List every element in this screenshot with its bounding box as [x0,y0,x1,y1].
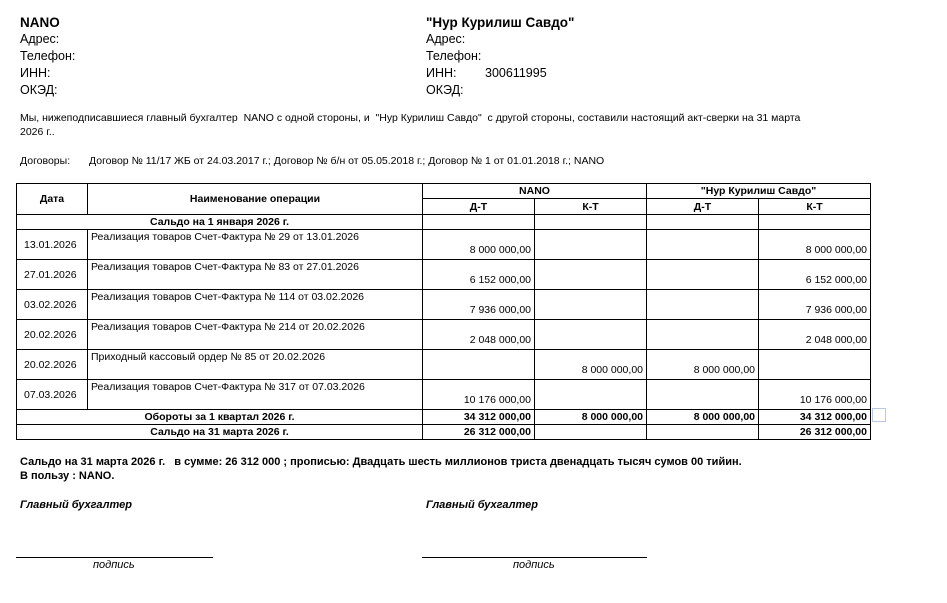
header-date: Дата [17,184,88,215]
row-operation: Реализация товаров Счет-Фактура № 317 от 07.03.2026 [88,380,423,410]
turnover-b-dt: 8 000 000,00 [647,410,759,425]
header-right-kt: К-Т [759,199,871,215]
row-date: 07.03.2026 [17,380,88,410]
turnover-a-kt: 8 000 000,00 [535,410,647,425]
row-a-kt: 8 000 000,00 [535,350,647,380]
header-left-dt: Д-Т [423,199,535,215]
signature-line-left [16,557,213,558]
row-date: 03.02.2026 [17,290,88,320]
signature-caption-right: подпись [513,559,555,571]
row-b-kt [759,350,871,380]
row-date: 13.01.2026 [17,230,88,260]
table-row [17,230,871,260]
sign-right-title: Главный бухгалтер [426,499,538,511]
row-a-kt [535,260,647,290]
row-date: 27.01.2026 [17,260,88,290]
contracts-row [20,154,604,168]
row-a-dt: 2 048 000,00 [423,320,535,350]
signature-line-right [422,557,647,558]
table-row [17,320,871,350]
turnover-b-kt: 34 312 000,00 [759,410,871,425]
opening-b-dt [647,215,759,230]
row-b-dt [647,290,759,320]
left-party-name: NANO [20,15,60,30]
row-operation: Приходный кассовый ордер № 85 от 20.02.2026 [88,350,423,380]
summary-line-1: Сальдо на 31 марта 2026 г. в сумме: 26 312 000 ; прописью: Двадцать шесть миллионов триста двенадцать тысяч сумов 00 тийин. [20,456,742,468]
header-group-left: NANO [423,184,647,199]
left-okud-label: ОКЭД: [20,83,58,97]
right-inn-value: 300611995 [485,66,547,80]
closing-a-dt: 26 312 000,00 [423,425,535,440]
opening-a-dt [423,215,535,230]
summary-block [20,455,742,483]
sign-left-title: Главный бухгалтер [20,499,132,511]
left-inn-label: ИНН: [20,66,51,80]
contracts-label: Договоры: [20,155,71,167]
turnover-row [17,410,871,425]
closing-label: Сальдо на 31 марта 2026 г. [17,425,423,440]
reconciliation-table [16,183,871,440]
row-operation: Реализация товаров Счет-Фактура № 29 от 13.01.2026 [88,230,423,260]
opening-b-kt [759,215,871,230]
summary-line-2: В пользу : NANO. [20,470,115,482]
row-date: 20.02.2026 [17,320,88,350]
row-b-dt [647,320,759,350]
row-a-kt [535,290,647,320]
table-row [17,350,871,380]
table-row [17,290,871,320]
right-party-block [426,14,574,99]
intro-line-2: 2026 г.. [20,126,55,138]
cell-selection-marker[interactable] [872,408,886,422]
header-operation: Наименование операции [88,184,423,215]
row-a-kt [535,380,647,410]
right-inn-label: ИНН: [426,66,457,80]
left-address-label: Адрес: [20,32,60,46]
contracts-value: Договор № 11/17 ЖБ от 24.03.2017 г.; Договор № б/н от 05.05.2018 г.; Договор № 1 от 01.01.2018 г.; NANO [89,155,605,167]
row-a-kt [535,230,647,260]
row-operation: Реализация товаров Счет-Фактура № 114 от 03.02.2026 [88,290,423,320]
row-operation: Реализация товаров Счет-Фактура № 214 от 20.02.2026 [88,320,423,350]
header-right-dt: Д-Т [647,199,759,215]
turnover-label: Обороты за 1 квартал 2026 г. [17,410,423,425]
closing-b-dt [647,425,759,440]
table-row [17,380,871,410]
row-b-kt: 7 936 000,00 [759,290,871,320]
left-party-block [20,14,75,99]
row-a-dt: 7 936 000,00 [423,290,535,320]
row-a-kt [535,320,647,350]
row-b-kt: 6 152 000,00 [759,260,871,290]
row-b-kt: 8 000 000,00 [759,230,871,260]
right-inn-row [426,65,574,82]
left-phone-label: Телефон: [20,49,76,63]
turnover-a-dt: 34 312 000,00 [423,410,535,425]
closing-row [17,425,871,440]
row-a-dt: 8 000 000,00 [423,230,535,260]
row-b-dt [647,260,759,290]
header-group-right: "Нур Курилиш Савдо" [647,184,871,199]
intro-line-1: Мы, нижеподписавшиеся главный бухгалтер NANO с одной стороны, и "Нур Курилиш Савдо" с другой стороны, составили настоящий акт-сверки на 31 марта [20,112,801,124]
row-b-dt [647,230,759,260]
row-a-dt: 6 152 000,00 [423,260,535,290]
row-b-kt: 10 176 000,00 [759,380,871,410]
row-date: 20.02.2026 [17,350,88,380]
closing-b-kt: 26 312 000,00 [759,425,871,440]
right-party-name: "Нур Курилиш Савдо" [426,15,575,30]
opening-balance-label: Сальдо на 1 января 2026 г. [17,215,423,230]
signature-caption-left: подпись [93,559,135,571]
closing-a-kt [535,425,647,440]
right-okud-label: ОКЭД: [426,83,464,97]
table-row [17,260,871,290]
intro-text [20,111,880,139]
row-b-kt: 2 048 000,00 [759,320,871,350]
row-a-dt: 10 176 000,00 [423,380,535,410]
row-b-dt [647,380,759,410]
opening-a-kt [535,215,647,230]
row-operation: Реализация товаров Счет-Фактура № 83 от 27.01.2026 [88,260,423,290]
row-b-dt: 8 000 000,00 [647,350,759,380]
row-a-dt [423,350,535,380]
header-left-kt: К-Т [535,199,647,215]
right-phone-label: Телефон: [426,49,482,63]
right-address-label: Адрес: [426,32,466,46]
